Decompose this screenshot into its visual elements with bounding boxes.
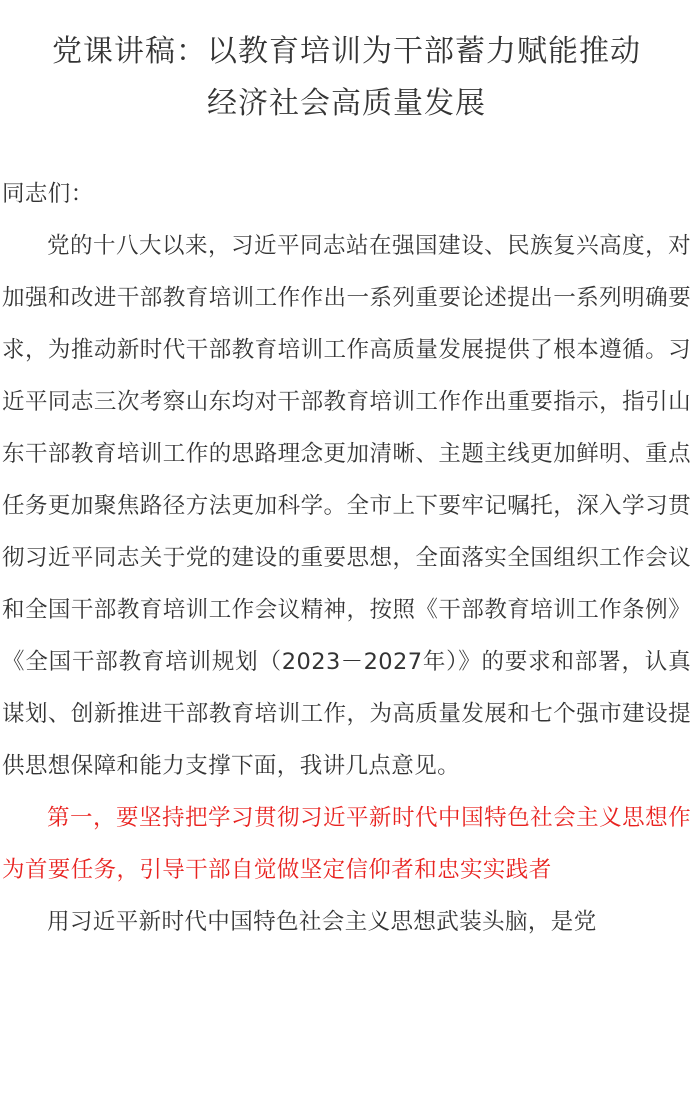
article-body xyxy=(2,168,691,948)
salutation: 同志们： xyxy=(2,181,94,207)
title-line-1: 党课讲稿：以教育培训为干部蓄力赋能推动 xyxy=(52,34,641,69)
title-line-2: 经济社会高质量发展 xyxy=(207,86,486,121)
paragraph-section-first: 用习近平新时代中国特色社会主义思想武装头脑，是党 xyxy=(47,909,597,935)
section-heading-first: 第一，要坚持把学习贯彻习近平新时代中国特色社会主义思想作为首要任务，引导干部自觉做坚定信仰者和忠实实践者 xyxy=(2,805,691,883)
paragraph-intro: 党的十八大以来，习近平同志站在强国建设、民族复兴高度，对加强和改进干部教育培训工作作出一系列重要论述提出一系列明确要求，为推动新时代干部教育培训工作高质量发展提供了根本遵循。习近平同志三次考察山东均对干部教育培训工作作出重要指示，指引山东干部教育培训工作的思路理念更加清晰、主题主线更加鲜明、重点任务更加聚焦路径方法更加科学。全市上下要牢记嘱托，深入学习贯彻习近平同志关于党的建设的重要思想，全面落实全国组织工作会议和全国干部教育培训工作会议精神，按照《干部教育培训工作条例》《全国干部教育培训规划（2023－2027年）》的要求和部署，认真谋划、创新推进干部教育培训工作，为高质量发展和七个强市建设提供思想保障和能力支撑下面，我讲几点意见。 xyxy=(2,233,691,779)
page-title xyxy=(2,0,691,130)
